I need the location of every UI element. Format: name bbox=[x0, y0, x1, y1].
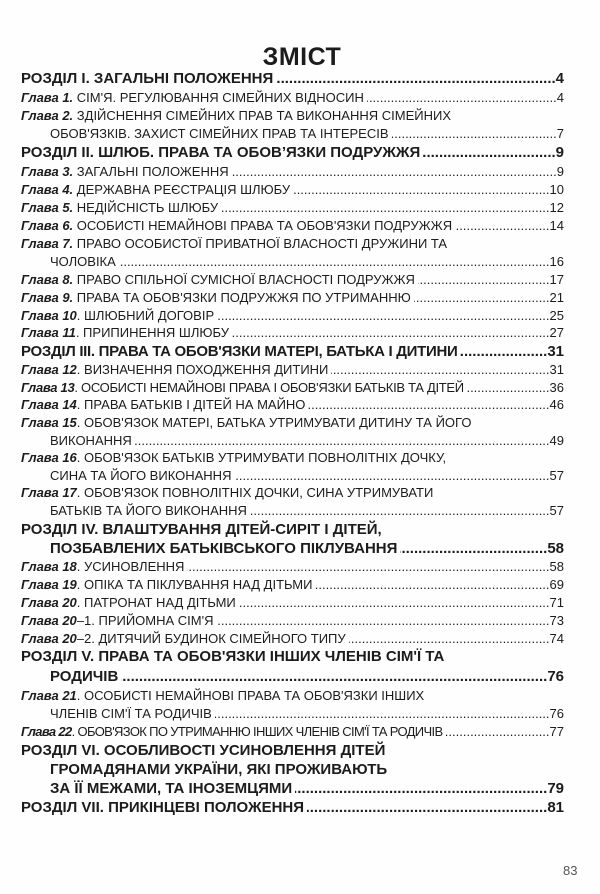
chapter-label: Глава 1. bbox=[21, 90, 74, 105]
dot-leader bbox=[460, 342, 547, 362]
section-title: РОЗДІЛ І. ЗАГАЛЬНІ ПОЛОЖЕННЯ bbox=[21, 70, 274, 87]
section-title: РОЗДІЛ VII. ПРИКІНЦЕВІ ПОЛОЖЕННЯ bbox=[21, 799, 305, 816]
section-title: РОЗДІЛ IV. ВЛАШТУВАННЯ ДІТЕЙ-СИРІТ І ДІТЕЙ, bbox=[21, 521, 382, 538]
toc-chapter-19 bbox=[21, 576, 564, 594]
toc-chapter-20 bbox=[21, 594, 564, 612]
chapter-title: ОСОБИСТІ НЕМАЙНОВІ ПРАВА ТА ОБОВ'ЯЗКИ ПОДРУЖЖЯ bbox=[73, 218, 453, 233]
dot-leader bbox=[234, 467, 549, 485]
dot-leader bbox=[232, 163, 557, 181]
toc-chapter-10 bbox=[21, 307, 564, 325]
section-title: РОЗДІЛ ІІІ. ПРАВА ТА ОБОВ'ЯЗКИ МАТЕРІ, БАТЬКА І ДИТИНИ bbox=[21, 343, 458, 360]
chapter-title: ДЕРЖАВНА РЕЄСТРАЦІЯ ШЛЮБУ bbox=[73, 182, 291, 197]
dot-leader bbox=[215, 705, 550, 723]
section-title-continuation: РОДИЧІВ bbox=[50, 668, 119, 685]
toc-chapter-15-cont bbox=[50, 432, 564, 450]
chapter-label: Глава 15 bbox=[21, 415, 77, 430]
toc-chapter-17 bbox=[21, 484, 564, 502]
chapter-label: Глава 6. bbox=[21, 218, 74, 233]
page-ref: 71 bbox=[549, 595, 564, 610]
page-ref: 4 bbox=[555, 70, 564, 87]
toc-chapter-7 bbox=[21, 235, 564, 253]
chapter-title: . ПРАВА БАТЬКІВ І ДІТЕЙ НА МАЙНО bbox=[76, 397, 306, 412]
dot-leader bbox=[315, 576, 549, 594]
toc-chapter-1 bbox=[21, 89, 564, 107]
toc-chapter-9 bbox=[21, 289, 564, 307]
chapter-label: Глава 8. bbox=[21, 272, 74, 287]
dot-leader bbox=[331, 361, 549, 379]
dot-leader bbox=[467, 379, 550, 397]
toc-section-3 bbox=[21, 342, 564, 362]
page-ref: 58 bbox=[547, 540, 564, 557]
dot-leader bbox=[119, 253, 550, 271]
toc-section-5 bbox=[21, 647, 564, 667]
page-ref: 9 bbox=[555, 144, 564, 161]
toc-chapter-13 bbox=[21, 379, 564, 397]
chapter-label: Глава 14 bbox=[21, 397, 77, 412]
toc-chapter-17-cont bbox=[50, 502, 564, 520]
dot-leader bbox=[187, 558, 549, 576]
section-title: РОЗДІЛ V. ПРАВА ТА ОБОВ'ЯЗКИ ІНШИХ ЧЛЕНІВ СІМ'Ї ТА bbox=[21, 648, 445, 665]
chapter-title-continuation: БАТЬКІВ ТА ЙОГО ВИКОНАННЯ bbox=[50, 503, 247, 518]
toc-chapter-22 bbox=[21, 723, 564, 741]
chapter-title: . УСИНОВЛЕННЯ bbox=[76, 559, 185, 574]
toc-section-2 bbox=[21, 143, 564, 163]
page-ref: 73 bbox=[549, 613, 564, 628]
toc-chapter-3 bbox=[21, 163, 564, 181]
chapter-title-continuation: ЧОЛОВІКА bbox=[50, 254, 116, 269]
toc-chapter-2 bbox=[21, 107, 564, 125]
chapter-label: Глава 22 bbox=[21, 724, 72, 739]
chapter-title: . ОБОВ'ЯЗОК ПОВНОЛІТНІХ ДОЧКИ, СИНА УТРИМУВАТИ bbox=[76, 485, 434, 500]
dot-leader bbox=[400, 539, 547, 559]
page-ref: 10 bbox=[549, 182, 564, 197]
chapter-title: ПРАВО СПІЛЬНОЇ СУМІСНОЇ ВЛАСНОСТІ ПОДРУЖЖЯ bbox=[73, 272, 415, 287]
dot-leader bbox=[423, 143, 555, 163]
toc-section-4-cont bbox=[50, 539, 564, 559]
dot-leader bbox=[221, 199, 549, 217]
dot-leader bbox=[250, 502, 550, 520]
dot-leader bbox=[293, 181, 549, 199]
chapter-title: СІМ'Я. РЕГУЛЮВАННЯ СІМЕЙНИХ ВІДНОСИН bbox=[73, 90, 364, 105]
chapter-label: Глава 4. bbox=[21, 182, 74, 197]
chapter-label: Глава 16 bbox=[21, 450, 77, 465]
toc-chapter-18 bbox=[21, 558, 564, 576]
chapter-label: Глава 21 bbox=[21, 688, 77, 703]
chapter-label: Глава 9. bbox=[21, 290, 74, 305]
dot-leader bbox=[295, 779, 547, 799]
toc-chapter-20-1 bbox=[21, 612, 564, 630]
toc-chapter-14 bbox=[21, 396, 564, 414]
chapter-title: . ШЛЮБНИЙ ДОГОВІР bbox=[76, 308, 215, 323]
page-ref: 7 bbox=[556, 126, 564, 141]
toc-chapter-2-cont bbox=[50, 125, 564, 143]
chapter-title: . ОБОВ'ЯЗОК ПО УТРИМАННЮ ІНШИХ ЧЛЕНІВ СІМ'Ї ТА РОДИЧІВ bbox=[71, 724, 443, 739]
page-ref: 57 bbox=[549, 468, 564, 483]
page-ref: 12 bbox=[549, 200, 564, 215]
toc-chapter-4 bbox=[21, 181, 564, 199]
dot-leader bbox=[414, 289, 550, 307]
page-ref: 9 bbox=[556, 164, 564, 179]
chapter-title: . ВИЗНАЧЕННЯ ПОХОДЖЕННЯ ДИТИНИ bbox=[76, 362, 329, 377]
page-ref: 31 bbox=[547, 343, 564, 360]
dot-leader bbox=[446, 723, 550, 741]
chapter-title: . ОБОВ'ЯЗОК БАТЬКІВ УТРИМУВАТИ ПОВНОЛІТНІХ ДОЧКУ, bbox=[76, 450, 447, 465]
page-ref: 46 bbox=[549, 397, 564, 412]
toc-chapter-21 bbox=[21, 687, 564, 705]
chapter-title: . ОБОВ'ЯЗОК МАТЕРІ, БАТЬКА УТРИМУВАТИ ДИТИНУ ТА ЙОГО bbox=[76, 415, 472, 430]
chapter-title-continuation: ОБОВ'ЯЗКІВ. ЗАХИСТ СІМЕЙНИХ ПРАВ ТА ІНТЕРЕСІВ bbox=[50, 126, 389, 141]
page-ref: 74 bbox=[549, 631, 564, 646]
chapter-label: Глава 2. bbox=[21, 108, 74, 123]
page-ref: 27 bbox=[549, 325, 564, 340]
chapter-label: Глава 5. bbox=[21, 200, 74, 215]
toc-chapter-5 bbox=[21, 199, 564, 217]
section-title-continuation: ЗА ЇЇ МЕЖАМИ, ТА ІНОЗЕМЦЯМИ bbox=[50, 780, 293, 797]
page-ref: 36 bbox=[549, 380, 564, 395]
chapter-label: Глава 11 bbox=[21, 325, 76, 340]
page-ref: 14 bbox=[549, 218, 564, 233]
page-ref: 4 bbox=[556, 90, 564, 105]
dot-leader bbox=[308, 396, 549, 414]
dot-leader bbox=[217, 612, 550, 630]
page-ref: 25 bbox=[549, 308, 564, 323]
chapter-label: Глава 12 bbox=[21, 362, 77, 377]
dot-leader bbox=[239, 594, 550, 612]
chapter-title: ПРАВА ТА ОБОВ'ЯЗКИ ПОДРУЖЖЯ ПО УТРИМАННЮ bbox=[73, 290, 411, 305]
toc-chapter-16-cont bbox=[50, 467, 564, 485]
page-ref: 57 bbox=[549, 503, 564, 518]
dot-leader bbox=[121, 667, 547, 687]
toc-chapter-21-cont bbox=[50, 705, 564, 723]
toc-chapter-15 bbox=[21, 414, 564, 432]
chapter-label: Глава 3. bbox=[21, 164, 74, 179]
page-ref: 69 bbox=[549, 577, 564, 592]
page-ref: 16 bbox=[549, 254, 564, 269]
page-ref: 21 bbox=[549, 290, 564, 305]
toc-section-5-cont bbox=[50, 667, 564, 687]
chapter-label: Глава 13 bbox=[21, 380, 75, 395]
toc-chapter-16 bbox=[21, 449, 564, 467]
dot-leader bbox=[455, 217, 549, 235]
chapter-label: Глава 7. bbox=[21, 236, 74, 251]
page-ref: 76 bbox=[549, 706, 564, 721]
dot-leader bbox=[135, 432, 550, 450]
chapter-title: –1. ПРИЙОМНА СІМ'Я bbox=[76, 613, 214, 628]
chapter-label: Глава 20 bbox=[21, 595, 77, 610]
chapter-label: Глава 17 bbox=[21, 485, 77, 500]
chapter-title-continuation: ВИКОНАННЯ bbox=[50, 433, 132, 448]
chapter-label: Глава 20 bbox=[21, 631, 77, 646]
section-title: РОЗДІЛ VI. ОСОБЛИВОСТІ УСИНОВЛЕННЯ ДІТЕЙ bbox=[21, 742, 386, 759]
toc-chapter-8 bbox=[21, 271, 564, 289]
dot-leader bbox=[276, 69, 555, 89]
toc-section-4 bbox=[21, 520, 564, 540]
toc-section-6-cont-1 bbox=[50, 760, 564, 780]
page-title: ЗМІСТ bbox=[262, 43, 342, 71]
dot-leader bbox=[232, 324, 550, 342]
toc-section-6 bbox=[21, 741, 564, 761]
page-ref: 49 bbox=[549, 433, 564, 448]
chapter-title: ЗДІЙСНЕННЯ СІМЕЙНИХ ПРАВ ТА ВИКОНАННЯ СІМЕЙНИХ bbox=[73, 108, 452, 123]
chapter-label: Глава 10 bbox=[21, 308, 77, 323]
page-ref: 81 bbox=[547, 799, 564, 816]
toc-section-6-cont-2 bbox=[50, 779, 564, 799]
toc-section-1 bbox=[21, 69, 564, 89]
chapter-title: НЕДІЙСНІСТЬ ШЛЮБУ bbox=[73, 200, 219, 215]
section-title: РОЗДІЛ ІІ. ШЛЮБ. ПРАВА ТА ОБОВ’ЯЗКИ ПОДРУЖЖЯ bbox=[21, 144, 421, 161]
chapter-title: –2. ДИТЯЧИЙ БУДИНОК СІМЕЙНОГО ТИПУ bbox=[76, 631, 346, 646]
chapter-title: . ОПІКА ТА ПІКЛУВАННЯ НАД ДІТЬМИ bbox=[76, 577, 313, 592]
page-ref: 77 bbox=[549, 724, 564, 739]
section-title-continuation: ГРОМАДЯНАМИ УКРАЇНИ, ЯКІ ПРОЖИВАЮТЬ bbox=[50, 761, 388, 778]
chapter-title-continuation: СИНА ТА ЙОГО ВИКОНАННЯ bbox=[50, 468, 232, 483]
toc-chapter-7-cont bbox=[50, 253, 564, 271]
toc-chapter-20-2 bbox=[21, 630, 564, 648]
section-title-continuation: ПОЗБАВЛЕНИХ БАТЬКІВСЬКОГО ПІКЛУВАННЯ bbox=[50, 540, 398, 557]
toc-section-7 bbox=[21, 798, 564, 818]
page-ref: 58 bbox=[549, 559, 564, 574]
page-number: 83 bbox=[563, 863, 578, 878]
page-ref: 17 bbox=[549, 272, 564, 287]
dot-leader bbox=[392, 125, 557, 143]
page-ref: 76 bbox=[547, 668, 564, 685]
chapter-title: . ОСОБИСТІ НЕМАЙНОВІ ПРАВА ТА ОБОВ'ЯЗКИ ІНШИХ bbox=[76, 688, 425, 703]
dot-leader bbox=[367, 89, 557, 107]
chapter-label: Глава 20 bbox=[21, 613, 77, 628]
chapter-title: . ПРИПИНЕННЯ ШЛЮБУ bbox=[75, 325, 230, 340]
page-ref: 31 bbox=[549, 362, 564, 377]
toc-chapter-12 bbox=[21, 361, 564, 379]
dot-leader bbox=[217, 307, 549, 325]
dot-leader bbox=[349, 630, 550, 648]
chapter-title: . ОСОБИСТІ НЕМАЙНОВІ ПРАВА І ОБОВ'ЯЗКИ БАТЬКІВ ТА ДІТЕЙ bbox=[74, 380, 464, 395]
chapter-label: Глава 19 bbox=[21, 577, 77, 592]
toc-chapter-11 bbox=[21, 324, 564, 342]
toc-chapter-6 bbox=[21, 217, 564, 235]
dot-leader bbox=[418, 271, 550, 289]
chapter-title: ЗАГАЛЬНІ ПОЛОЖЕННЯ bbox=[73, 164, 229, 179]
chapter-title: . ПАТРОНАТ НАД ДІТЬМИ bbox=[76, 595, 236, 610]
chapter-label: Глава 18 bbox=[21, 559, 77, 574]
chapter-title: ПРАВО ОСОБИСТОЇ ПРИВАТНОЇ ВЛАСНОСТІ ДРУЖИНИ ТА bbox=[73, 236, 448, 251]
page-ref: 79 bbox=[547, 780, 564, 797]
chapter-title-continuation: ЧЛЕНІВ СІМ'Ї ТА РОДИЧІВ bbox=[50, 706, 212, 721]
dot-leader bbox=[307, 798, 547, 818]
